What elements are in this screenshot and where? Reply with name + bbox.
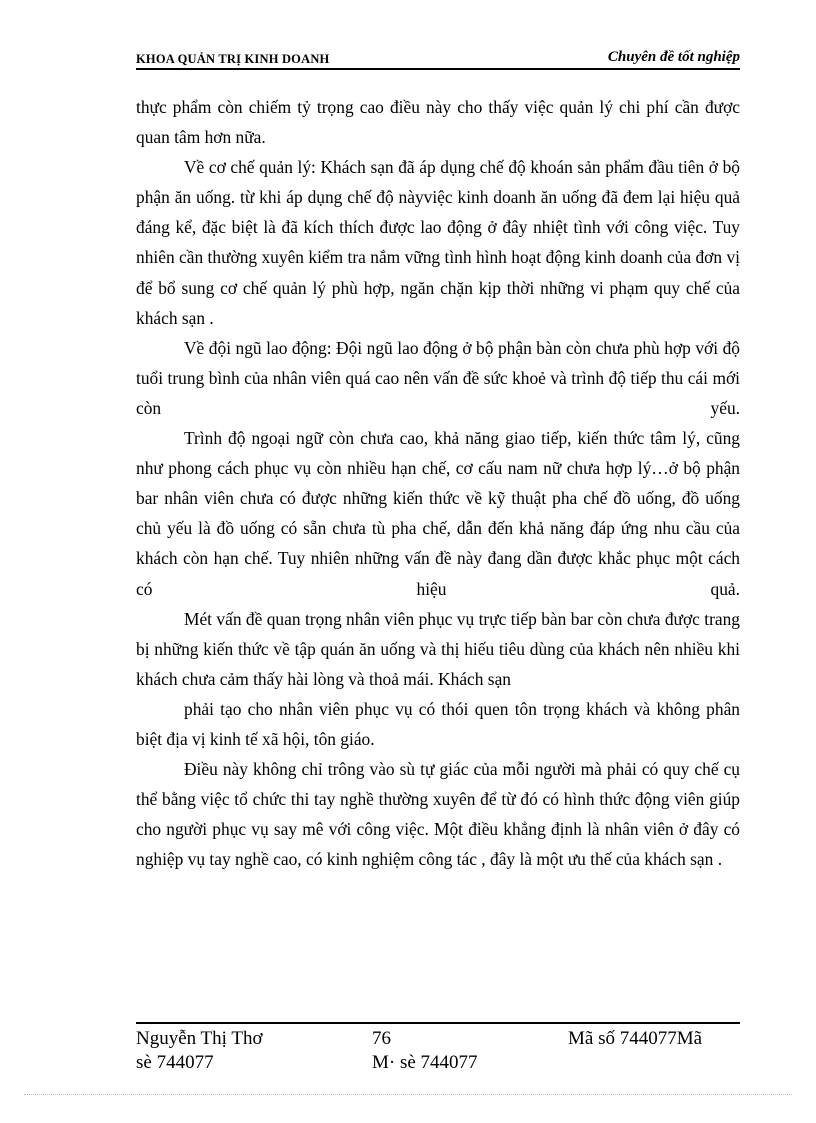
- page-footer: [136, 1027, 740, 1077]
- paragraph-6: phải tạo cho nhân viên phục vụ có thói quen tôn trọng khách và không phân biệt địa vị kinh tế xã hội, tôn giáo.: [136, 698, 740, 749]
- paragraph-3: Về đội ngũ lao động: Đội ngũ lao động ở bộ phận bàn còn chưa phù hợp với độ tuổi trung bình của nhân viên quá cao nên vấn đề sức khoẻ và trình độ tiếp thu cái mới còn yếu.: [136, 337, 740, 418]
- footer-student-code: Mã số 744077Mã: [568, 1028, 703, 1049]
- header-department: KHOA QUẢN TRỊ KINH DOANH: [136, 52, 330, 66]
- footer-author: Nguyễn Thị Thơ: [136, 1028, 263, 1049]
- page-number: 76: [372, 1028, 391, 1049]
- paragraph-5: Mét vấn đề quan trọng nhân viên phục vụ trực tiếp bàn bar còn chưa được trang bị những kiến thức về tập quán ăn uống và thị hiếu tiêu dùng của khách nên nhiều khi khách chưa cảm thấy hài lòng và thoả mái. Khách sạn: [136, 608, 740, 689]
- paragraph-2: Về cơ chế quản lý: Khách sạn đã áp dụng chế độ khoán sản phẩm đầu tiên ở bộ phận ăn uống. từ khi áp dụng chế độ nàyviệc kinh doanh ăn uống đã đem lại hiệu quả đáng kể, đặc biệt là đã kích thích được lao động ở đây nhiệt tình với công việc. Tuy nhiên cần thường xuyên kiểm tra nắm vững tình hình hoạt động kinh doanh của đơn vị để bổ sung cơ chế quản lý phù hợp, ngăn chặn kịp thời những vi phạm quy chế của khách sạn .: [136, 157, 740, 328]
- header-document-type: Chuyên đề tốt nghiệp: [607, 49, 740, 65]
- paragraph-1: thực phẩm còn chiếm tỷ trọng cao điều này cho thấy việc quản lý chi phí cần được quan tâm hơn nữa.: [136, 97, 740, 148]
- paragraph-4: Trình độ ngoại ngữ còn chưa cao, khả năng giao tiếp, kiến thức tâm lý, cũng như phong cách phục vụ còn nhiều hạn chế, cơ cấu nam nữ chưa hợp lý…ở bộ phận bar nhân viên chưa có được những kiến thức về kỹ thuật pha chế đồ uống, đồ uống chủ yếu là đồ uống có sẵn chưa tù pha chế, dẫn đến khả năng đáp ứng nhu cầu của khách còn hạn chế. Tuy nhiên những vấn đề này đang dần được khắc phục một cách có hiệu quả.: [136, 428, 740, 599]
- footer-rule: [136, 1022, 740, 1024]
- footer-author-code: sè 744077: [136, 1052, 214, 1073]
- paragraph-7: Điều này không chỉ trông vào sù tự giác của mỗi người mà phải có quy chế cụ thể bằng việc tổ chức thi tay nghề thường xuyên để từ đó có hình thức động viên giúp cho người phục vụ say mê với công việc. Một điều khẳng định là nhân viên ở đây có nghiệp vụ tay nghề cao, có kinh nghiệm công tác , đây là một ưu thế của khách sạn .: [136, 759, 740, 870]
- page-bottom-divider: [24, 1094, 792, 1095]
- footer-page-code: M· sè 744077: [372, 1052, 478, 1073]
- document-body: [136, 92, 740, 874]
- page-header: [136, 49, 740, 70]
